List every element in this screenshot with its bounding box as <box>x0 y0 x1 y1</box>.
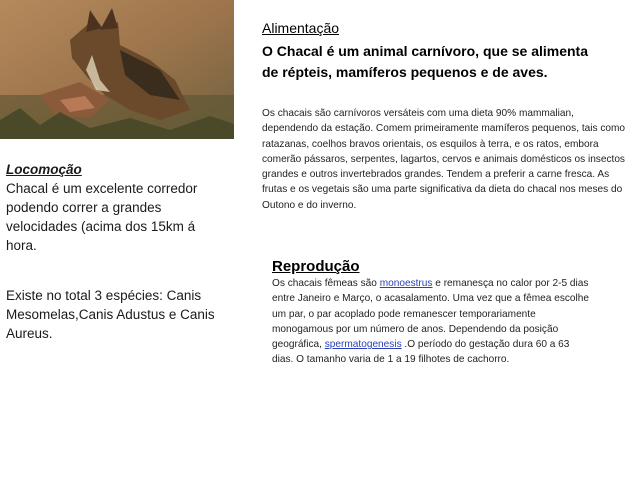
locomocao-title: Locomoção <box>6 162 82 177</box>
alimentacao-title: Alimentação <box>262 20 340 36</box>
alimentacao-lead: O Chacal é um animal carnívoro, que se alimenta de répteis, mamíferos pequenos e de aves. <box>262 43 589 80</box>
spermatogenesis-link[interactable]: spermatogenesis <box>324 339 402 351</box>
reproducao-text-2: e remanesça no calor por 2-5 dias entre Janeiro e Março, o acasalamento. Uma vez que a fêmea escolhe um par, o par acoplado pode remanescer temporariamente monogamous por um número de anos. Dependendo da posição geográfica, <box>272 278 590 351</box>
jackal-photo-icon <box>0 0 234 139</box>
reproducao-body <box>272 276 592 368</box>
reproducao-title: Reprodução <box>272 258 360 275</box>
jackal-photo <box>0 0 234 139</box>
species-text: Existe no total 3 espécies: Canis Mesomelas,Canis Adustus e Canis Aureus. <box>6 288 215 341</box>
locomocao-text: Chacal é um excelente corredor podendo correr a grandes velocidades (acima dos 15km á hora. <box>6 181 198 253</box>
reproducao-text-3: .O período do gestação dura 60 a 63 dias. O tamanho varia de 1 a 19 filhotes de cachorro. <box>272 339 570 366</box>
locomocao-section <box>6 160 218 255</box>
alimentacao-body: Os chacais são carnívoros versáteis com uma dieta 90% mammalian, dependendo da estação. Comem primeiramente mamíferos pequenos, tais como ratazanas, coelhos bravos orientais, os esquilos à terra, e os ratos, embora comerão pássaros, serpentes, lagartos, cervos e animais domésticos os insectos grandes e outros invertebrados grandes. Tendem a preferir a carne fresca. As frutas e os vegetais são uma parte significativa da dieta do chacal nos meses do Outono e do inverno. <box>262 108 626 211</box>
monoestrus-link[interactable]: monoestrus <box>379 278 433 289</box>
reproducao-text-1: Os chacais fêmeas são <box>272 278 380 289</box>
